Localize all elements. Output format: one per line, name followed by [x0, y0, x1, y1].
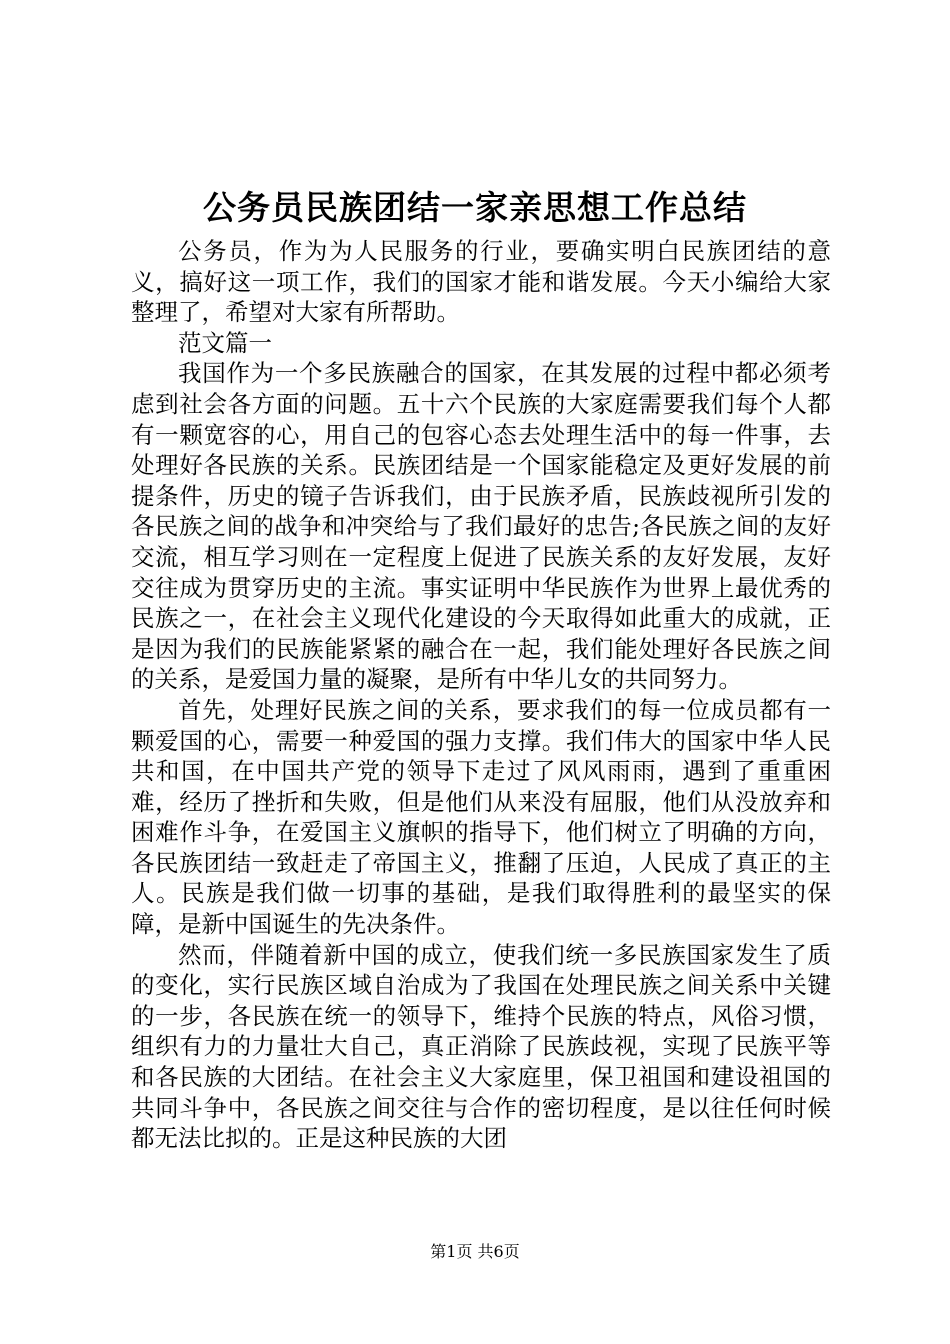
document-title: 公务员民族团结一家亲思想工作总结	[203, 188, 747, 227]
paragraph: 我国作为一个多民族融合的国家，在其发展的过程中都必须考虑到社会各方面的问题。五十六个民族的大家庭需要我们每个人都有一颗宽容的心，用自己的包容心态去处理生活中的每一件事，去处理好各民族的关系。民族团结是一个国家能稳定及更好发展的前提条件，历史的镜子告诉我们，由于民族矛盾，民族歧视所引发的各民族之间的战争和冲突给与了我们最好的忠告;各民族之间的友好交流，相互学习则在一定程度上促进了民族关系的友好发展，友好交往成为贯穿历史的主流。事实证明中华民族作为世界上最优秀的民族之一，在社会主义现代化建设的今天取得如此重大的成就，正是因为我们的民族能紧紧的融合在一起，我们能处理好各民族之间的关系，是爱国力量的凝聚，是所有中华儿女的共同努力。	[131, 359, 831, 694]
paragraph: 首先，处理好民族之间的关系，要求我们的每一位成员都有一颗爱国的心，需要一种爱国的强力支撑。我们伟大的国家中华人民共和国，在中国共产党的领导下走过了风风雨雨，遇到了重重困难，经历了挫折和失败，但是他们从来没有屈服，他们从没放弃和困难作斗争，在爱国主义旗帜的指导下，他们树立了明确的方向，各民族团结一致赶走了帝国主义，推翻了压迫，人民成了真正的主人。民族是我们做一切事的基础，是我们取得胜利的最坚实的保障，是新中国诞生的先决条件。	[131, 695, 831, 939]
paragraph: 然而，伴随着新中国的成立，使我们统一多民族国家发生了质的变化，实行民族区域自治成为了我国在处理民族之间关系中关键的一步，各民族在统一的领导下，维持个民族的特点，风俗习惯，组织有力的力量壮大自己，真正消除了民族歧视，实现了民族平等和各民族的大团结。在社会主义大家庭里，保卫祖国和建设祖国的共同斗争中，各民族之间交往与合作的密切程度，是以往任何时候都无法比拟的。正是这种民族的大团	[131, 940, 831, 1153]
page-footer: 第1页 共6页	[430, 1242, 520, 1261]
section-heading: 范文篇一	[178, 328, 272, 357]
paragraph-intro: 公务员，作为为人民服务的行业，要确实明白民族团结的意义，搞好这一项工作，我们的国家才能和谐发展。今天小编给大家整理了，希望对大家有所帮助。	[131, 237, 831, 327]
document-body	[131, 236, 831, 1154]
